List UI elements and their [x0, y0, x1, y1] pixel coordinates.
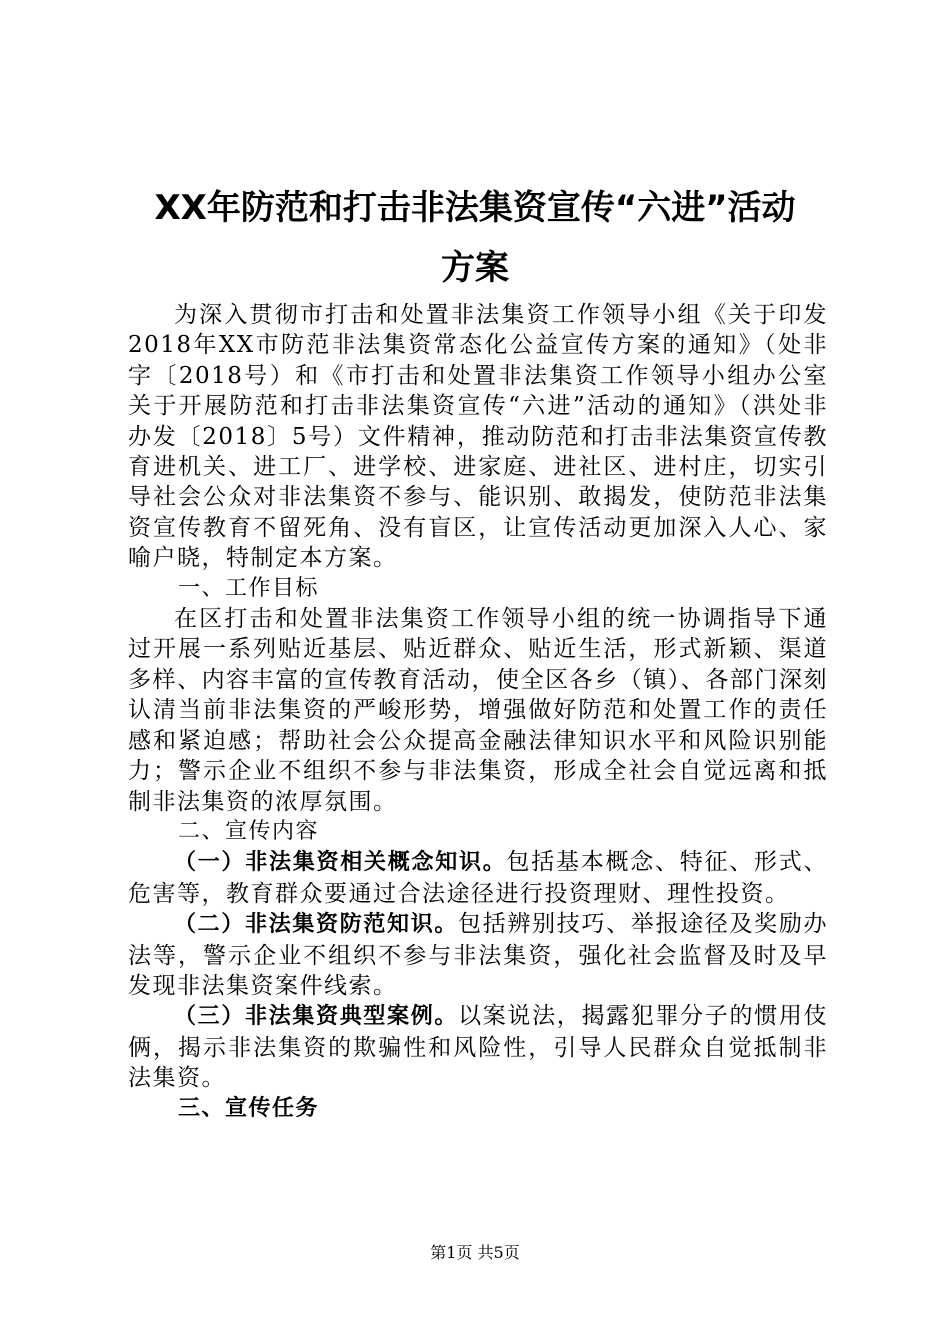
section-heading-tasks: 三、宣传任务 [178, 1095, 320, 1121]
content-item-1-title: （一）非法集资相关概念知识。 [174, 850, 507, 876]
document-body [128, 300, 828, 1124]
page-footer: 第1页 共5页 [430, 1243, 520, 1262]
content-item-3-title: （三）非法集资典型案例。 [174, 1004, 459, 1030]
content-item-3 [128, 1001, 828, 1093]
section-heading-content: 二、宣传内容 [178, 818, 320, 844]
section-heading-goals: 一、工作目标 [178, 575, 320, 601]
content-item-2 [128, 909, 828, 1001]
content-item-1 [128, 847, 828, 909]
intro-paragraph: 为深入贯彻市打击和处置非法集资工作领导小组《关于印发2018年XX市防范非法集资常态化公益宣传方案的通知》（处非字〔2018号）和《市打击和处置非法集资工作领导小组办公室关于开展防范和打击非法集资宣传“六进”活动的通知》（洪处非办发〔2018〕5号）文件精神，推动防范和打击非法集资宣传教育进机关、进工厂、进学校、进家庭、进社区、进村庄，切实引导社会公众对非法集资不参与、能识别、敢揭发，使防范非法集资宣传教育不留死角、没有盲区，让宣传活动更加深入人心、家喻户晓，特制定本方案。 [128, 302, 828, 572]
document-title-line2: 方案 [441, 248, 509, 288]
content-item-2-text: 包括辨别技巧、举报途径及奖励办法等，警示企业不组织不参与非法集资，强化社会监督及时及早发现非法集资案件线索。 [128, 911, 828, 999]
section-text-goals: 在区打击和处置非法集资工作领导小组的统一协调指导下通过开展一系列贴近基层、贴近群众、贴近生活，形式新颖、渠道多样、内容丰富的宣传教育活动，使全区各乡（镇）、各部门深刻认清当前非法集资的严峻形势，增强做好防范和处置工作的责任感和紧迫感；帮助社会公众提高金融法律知识水平和风险识别能力；警示企业不组织不参与非法集资，形成全社会自觉远离和抵制非法集资的浓厚氛围。 [128, 606, 828, 815]
content-item-1-text: 包括基本概念、特征、形式、危害等，教育群众要通过合法途径进行投资理财、理性投资。 [128, 849, 828, 907]
content-item-2-title: （二）非法集资防范知识。 [174, 912, 459, 938]
document-title-line1: XX年防范和打击非法集资宣传“六进”活动 [154, 188, 796, 228]
content-item-3-text: 以案说法，揭露犯罪分子的惯用伎俩，揭示非法集资的欺骗性和风险性，引导人民群众自觉抵制非法集资。 [128, 1003, 828, 1092]
